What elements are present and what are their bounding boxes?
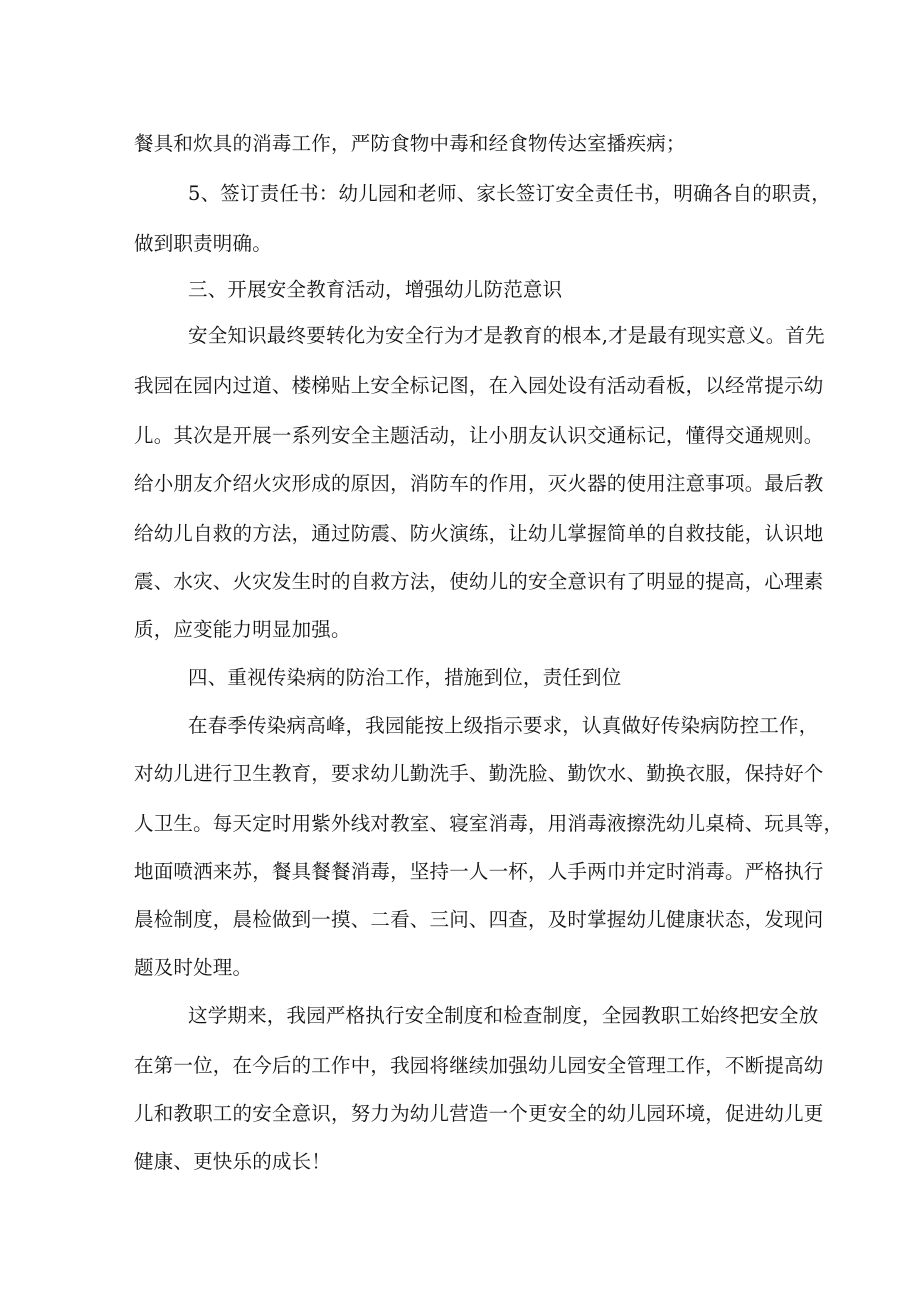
text-line: 人卫生。每天定时用紫外线对教室、寝室消毒，用消毒液擦洗幼儿桌椅、玩具等， [134,812,844,835]
text-line: 健康、更快乐的成长！ [134,1150,332,1173]
text-line: 在春季传染病高峰，我园能按上级指示要求，认真做好传染病防控工作， [188,714,819,737]
text-line: 质，应变能力明显加强。 [134,618,351,641]
text-line: 晨检制度，晨检做到一摸、二看、三问、四查，及时掌握幼儿健康状态，发现问 [134,908,824,931]
text-line: 做到职责明确。 [134,232,272,255]
text-line: 这学期来，我园严格执行安全制度和检查制度，全园教职工始终把安全放 [188,1004,819,1027]
text-line: 餐具和炊具的消毒工作，严防食物中毒和经食物传达室播疾病； [134,132,686,155]
text-line: 我园在园内过道、楼梯贴上安全标记图，在入园处设有活动看板，以经常提示幼 [134,374,824,397]
text-line: 对幼儿进行卫生教育，要求幼儿勤洗手、勤洗脸、勤饮水、勤换衣服，保持好个 [134,762,824,785]
text-line: 安全知识最终要转化为安全行为才是教育的根本,才是最有现实意义。首先 [188,324,825,347]
text-line: 给小朋友介绍火灾形成的原因，消防车的作用，灭火器的使用注意事项。最后教 [134,472,824,495]
section-heading: 四、重视传染病的防治工作，措施到位，责任到位 [188,666,622,689]
text-line: 地面喷洒来苏，餐具餐餐消毒，坚持一人一杯，人手两巾并定时消毒。严格执行 [134,860,824,883]
text-line: 在第一位，在今后的工作中，我园将继续加强幼儿园安全管理工作，不断提高幼 [134,1054,824,1077]
text-line: 5、签订责任书：幼儿园和老师、家长签订安全责任书，明确各自的职责， [188,182,832,205]
text-line: 给幼儿自救的方法，通过防震、防火演练，让幼儿掌握简单的自救技能，认识地 [134,522,824,545]
section-heading: 三、开展安全教育活动，增强幼儿防范意识 [188,278,563,301]
text-line: 题及时处理。 [134,956,253,979]
text-line: 儿。其次是开展一系列安全主题活动，让小朋友认识交通标记，懂得交通规则。 [134,424,824,447]
text-line: 震、水灾、火灾发生时的自救方法，使幼儿的安全意识有了明显的提高，心理素 [134,570,824,593]
text-line: 儿和教职工的安全意识，努力为幼儿营造一个更安全的幼儿园环境，促进幼儿更 [134,1102,824,1125]
